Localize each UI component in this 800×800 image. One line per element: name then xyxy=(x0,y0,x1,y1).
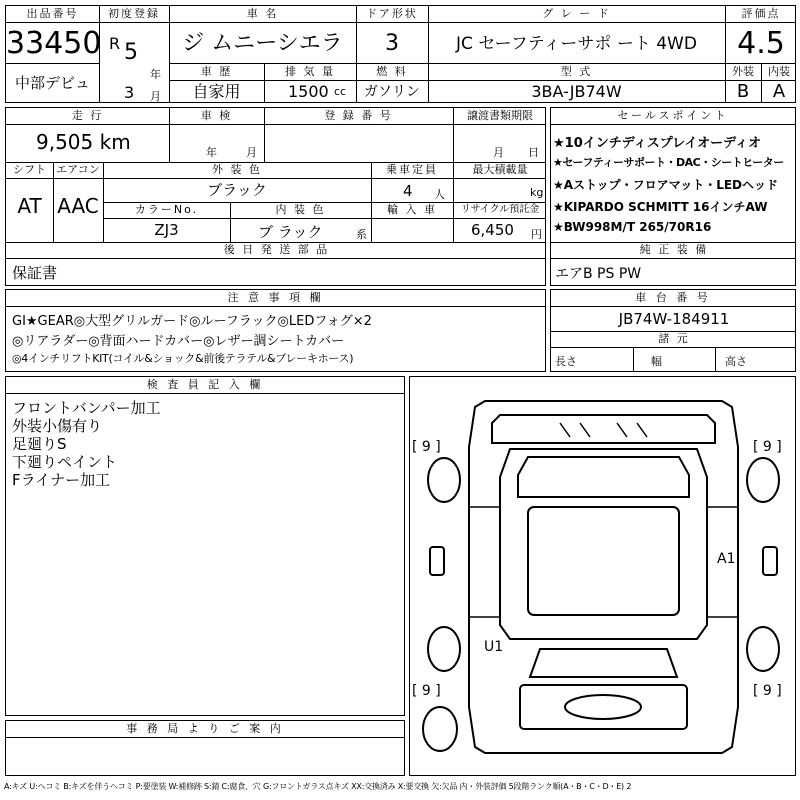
mirror-right xyxy=(763,547,777,575)
shift: AT xyxy=(17,194,42,218)
later-shipment-label: 後 日 発 送 部 品 xyxy=(223,243,330,256)
registration-year: 5 xyxy=(124,40,138,65)
air-conditioner-label: エアコン xyxy=(56,163,100,176)
caution-notes-label: 注 意 事 項 欄 xyxy=(6,290,545,307)
car-name: ジ ムニーシエラ xyxy=(182,31,343,56)
standard-equipment-label: 純 正 装 備 xyxy=(639,243,709,256)
max-load-label: 最大積載量 xyxy=(472,163,528,176)
inspector-note-1: フロントバンパー加工 xyxy=(12,399,161,417)
inspector-note-3: 足廻りS xyxy=(12,435,67,453)
color-number-label: カラーNo. xyxy=(134,203,199,216)
outer-body-outline xyxy=(469,401,738,753)
sales-points-label: セールスポイント xyxy=(551,108,795,125)
windshield xyxy=(518,457,689,497)
transfer-deadline-label: 譲渡書類期限 xyxy=(467,109,533,122)
chassis-number: JB74W-184911 xyxy=(618,310,730,328)
length-label: 長さ xyxy=(555,355,577,368)
sales-point-4: ★KIPARDO SCHMITT 16インチAW xyxy=(553,200,768,214)
office-notice-block xyxy=(5,720,405,776)
exterior-color-label: 外 装 色 xyxy=(212,163,262,176)
office-notice-label: 事 務 局 よ り ご 案 内 xyxy=(6,721,404,738)
car-name-label: 車 名 xyxy=(246,7,279,20)
wheel-rear-left xyxy=(428,627,460,671)
sales-point-5: ★BW998M/T 265/70R16 xyxy=(553,220,712,234)
displacement-unit: cc xyxy=(334,85,347,98)
caution-note-2: ◎リアラダー◎背面ハードカバー◎レザー調シートカバー xyxy=(12,334,345,349)
sales-point-1: ★10インチディスプレイオーディオ xyxy=(553,136,762,151)
mirror-left xyxy=(430,547,444,575)
exterior-grade-label: 外装 xyxy=(732,65,754,78)
standard-equipment: エアB PS PW xyxy=(555,266,642,282)
cab-outline xyxy=(500,449,707,639)
inspection-month-unit: 月 xyxy=(246,146,257,159)
history-label: 車 歴 xyxy=(200,65,233,78)
door-type-label: ドア形状 xyxy=(366,7,418,20)
fuel: ガソリン xyxy=(364,84,420,100)
debut-label: 中部デビュ xyxy=(14,74,90,92)
vehicle-info-block xyxy=(5,107,546,286)
model-code: 3BA-JB74W xyxy=(531,82,622,101)
wheel-front-right xyxy=(747,458,779,502)
inspector-note-2: 外装小傷有り xyxy=(12,417,103,435)
tire-tread-rear-left: [ 9 ] xyxy=(412,683,441,699)
front-bumper-line xyxy=(492,415,715,443)
roof-panel xyxy=(528,507,679,615)
caution-notes-block xyxy=(5,289,546,372)
chassis-block xyxy=(550,289,796,372)
capacity-label: 乗車定員 xyxy=(386,163,438,176)
damage-legend: A:キズ U:ヘコミ B:キズを伴うヘコミ P:要塗装 W:補修跡 S:錆 C:腐食、穴 G:フロントガラス点キズ XX:交換済み X:要交換 欠:欠品 内・外装評価 5段階ランク順(A・B・C・D・E) 2 xyxy=(4,782,632,791)
caution-note-1: GI★GEAR◎大型グリルガード◎ルーフラック◎LEDフォグ×2 xyxy=(12,314,372,329)
spare-wheel xyxy=(423,707,457,751)
plate-number-label: 登 録 番 号 xyxy=(324,109,393,122)
import-label: 輸 入 車 xyxy=(387,203,437,216)
exterior-color: ブラック xyxy=(207,181,267,199)
caution-note-3: ◎4インチリフトKIT(コイル&ショック&前後テラテル&ブレーキホース) xyxy=(12,352,354,365)
recycle-deposit-unit: 円 xyxy=(531,228,542,241)
era-letter: R xyxy=(109,34,121,53)
damage-mark-u1: U1 xyxy=(484,639,504,655)
rear-window xyxy=(530,649,677,677)
mileage-label: 走 行 xyxy=(71,109,104,122)
tire-tread-front-right: [ 9 ] xyxy=(753,439,782,455)
interior-grade-label: 内装 xyxy=(768,65,790,78)
header-block xyxy=(5,5,796,103)
shift-label: シフト xyxy=(13,163,46,176)
grade: JC セーフティーサポ ート 4WD xyxy=(456,34,697,54)
inspector-note-5: Fライナー加工 xyxy=(12,471,111,489)
year-unit: 年 xyxy=(150,68,161,81)
recycle-deposit-label: リサイクル預託金 xyxy=(460,204,540,215)
inspector-notes-block xyxy=(5,376,405,716)
damage-diagram-block xyxy=(409,376,796,776)
sales-points-block xyxy=(550,107,796,286)
width-label: 幅 xyxy=(651,355,662,368)
sales-point-3: ★Aストップ・フロアマット・LEDヘッド xyxy=(553,178,779,192)
door-count: 3 xyxy=(385,31,399,56)
capacity-unit: 人 xyxy=(434,188,445,201)
inspector-note-4: 下廻りペイント xyxy=(12,453,118,471)
air-conditioner: AAC xyxy=(57,194,99,218)
transfer-day-unit: 日 xyxy=(528,146,539,159)
first-registration-label: 初度登録 xyxy=(108,7,160,20)
registration-month: 3 xyxy=(124,83,135,102)
interior-color-suffix: 系 xyxy=(356,228,367,241)
history: 自家用 xyxy=(192,82,241,101)
max-load-unit: kg xyxy=(530,186,544,199)
wheel-front-left xyxy=(428,458,460,502)
chassis-number-label: 車 台 番 号 xyxy=(551,290,795,307)
transfer-month-unit: 月 xyxy=(493,146,504,159)
capacity: 4 xyxy=(403,182,413,200)
lot-number-label: 出品番号 xyxy=(26,7,79,20)
mileage: 9,505 km xyxy=(36,130,131,154)
height-label: 高さ xyxy=(725,355,747,368)
rear-gate xyxy=(520,685,687,729)
grade-label: グ レ ー ド xyxy=(542,7,611,20)
fuel-label: 燃 料 xyxy=(376,65,408,78)
recycle-deposit: 6,450 xyxy=(471,221,514,239)
interior-color-label: 内 装 色 xyxy=(275,203,326,216)
interior-color: ブ ラック xyxy=(258,223,323,241)
specs-label: 諸 元 xyxy=(658,332,690,345)
color-number: ZJ3 xyxy=(154,221,179,239)
later-shipment: 保証書 xyxy=(12,264,58,282)
displacement: 1500 xyxy=(288,82,329,101)
score: 4.5 xyxy=(737,26,785,61)
score-label: 評価点 xyxy=(741,7,781,20)
exterior-grade: B xyxy=(736,81,750,102)
car-body-diagram xyxy=(410,377,796,776)
model-code-label: 型 式 xyxy=(560,65,593,78)
displacement-label: 排 気 量 xyxy=(285,65,335,78)
inspection-year-unit: 年 xyxy=(206,146,217,159)
tire-tread-rear-right: [ 9 ] xyxy=(753,683,782,699)
tire-tread-front-left: [ 9 ] xyxy=(412,439,441,455)
interior-grade: A xyxy=(772,81,786,102)
spare-tire xyxy=(565,695,641,719)
wheel-rear-right xyxy=(747,627,779,671)
sales-point-2: ★セーフティーサポート・DAC・シートヒーター xyxy=(553,156,784,169)
inspection-label: 車 検 xyxy=(200,109,233,122)
inspector-notes-label: 検 査 員 記 入 欄 xyxy=(6,377,404,394)
damage-mark-a1: A1 xyxy=(717,551,736,567)
month-unit: 月 xyxy=(150,90,161,103)
lot-number: 33450 xyxy=(6,26,102,61)
